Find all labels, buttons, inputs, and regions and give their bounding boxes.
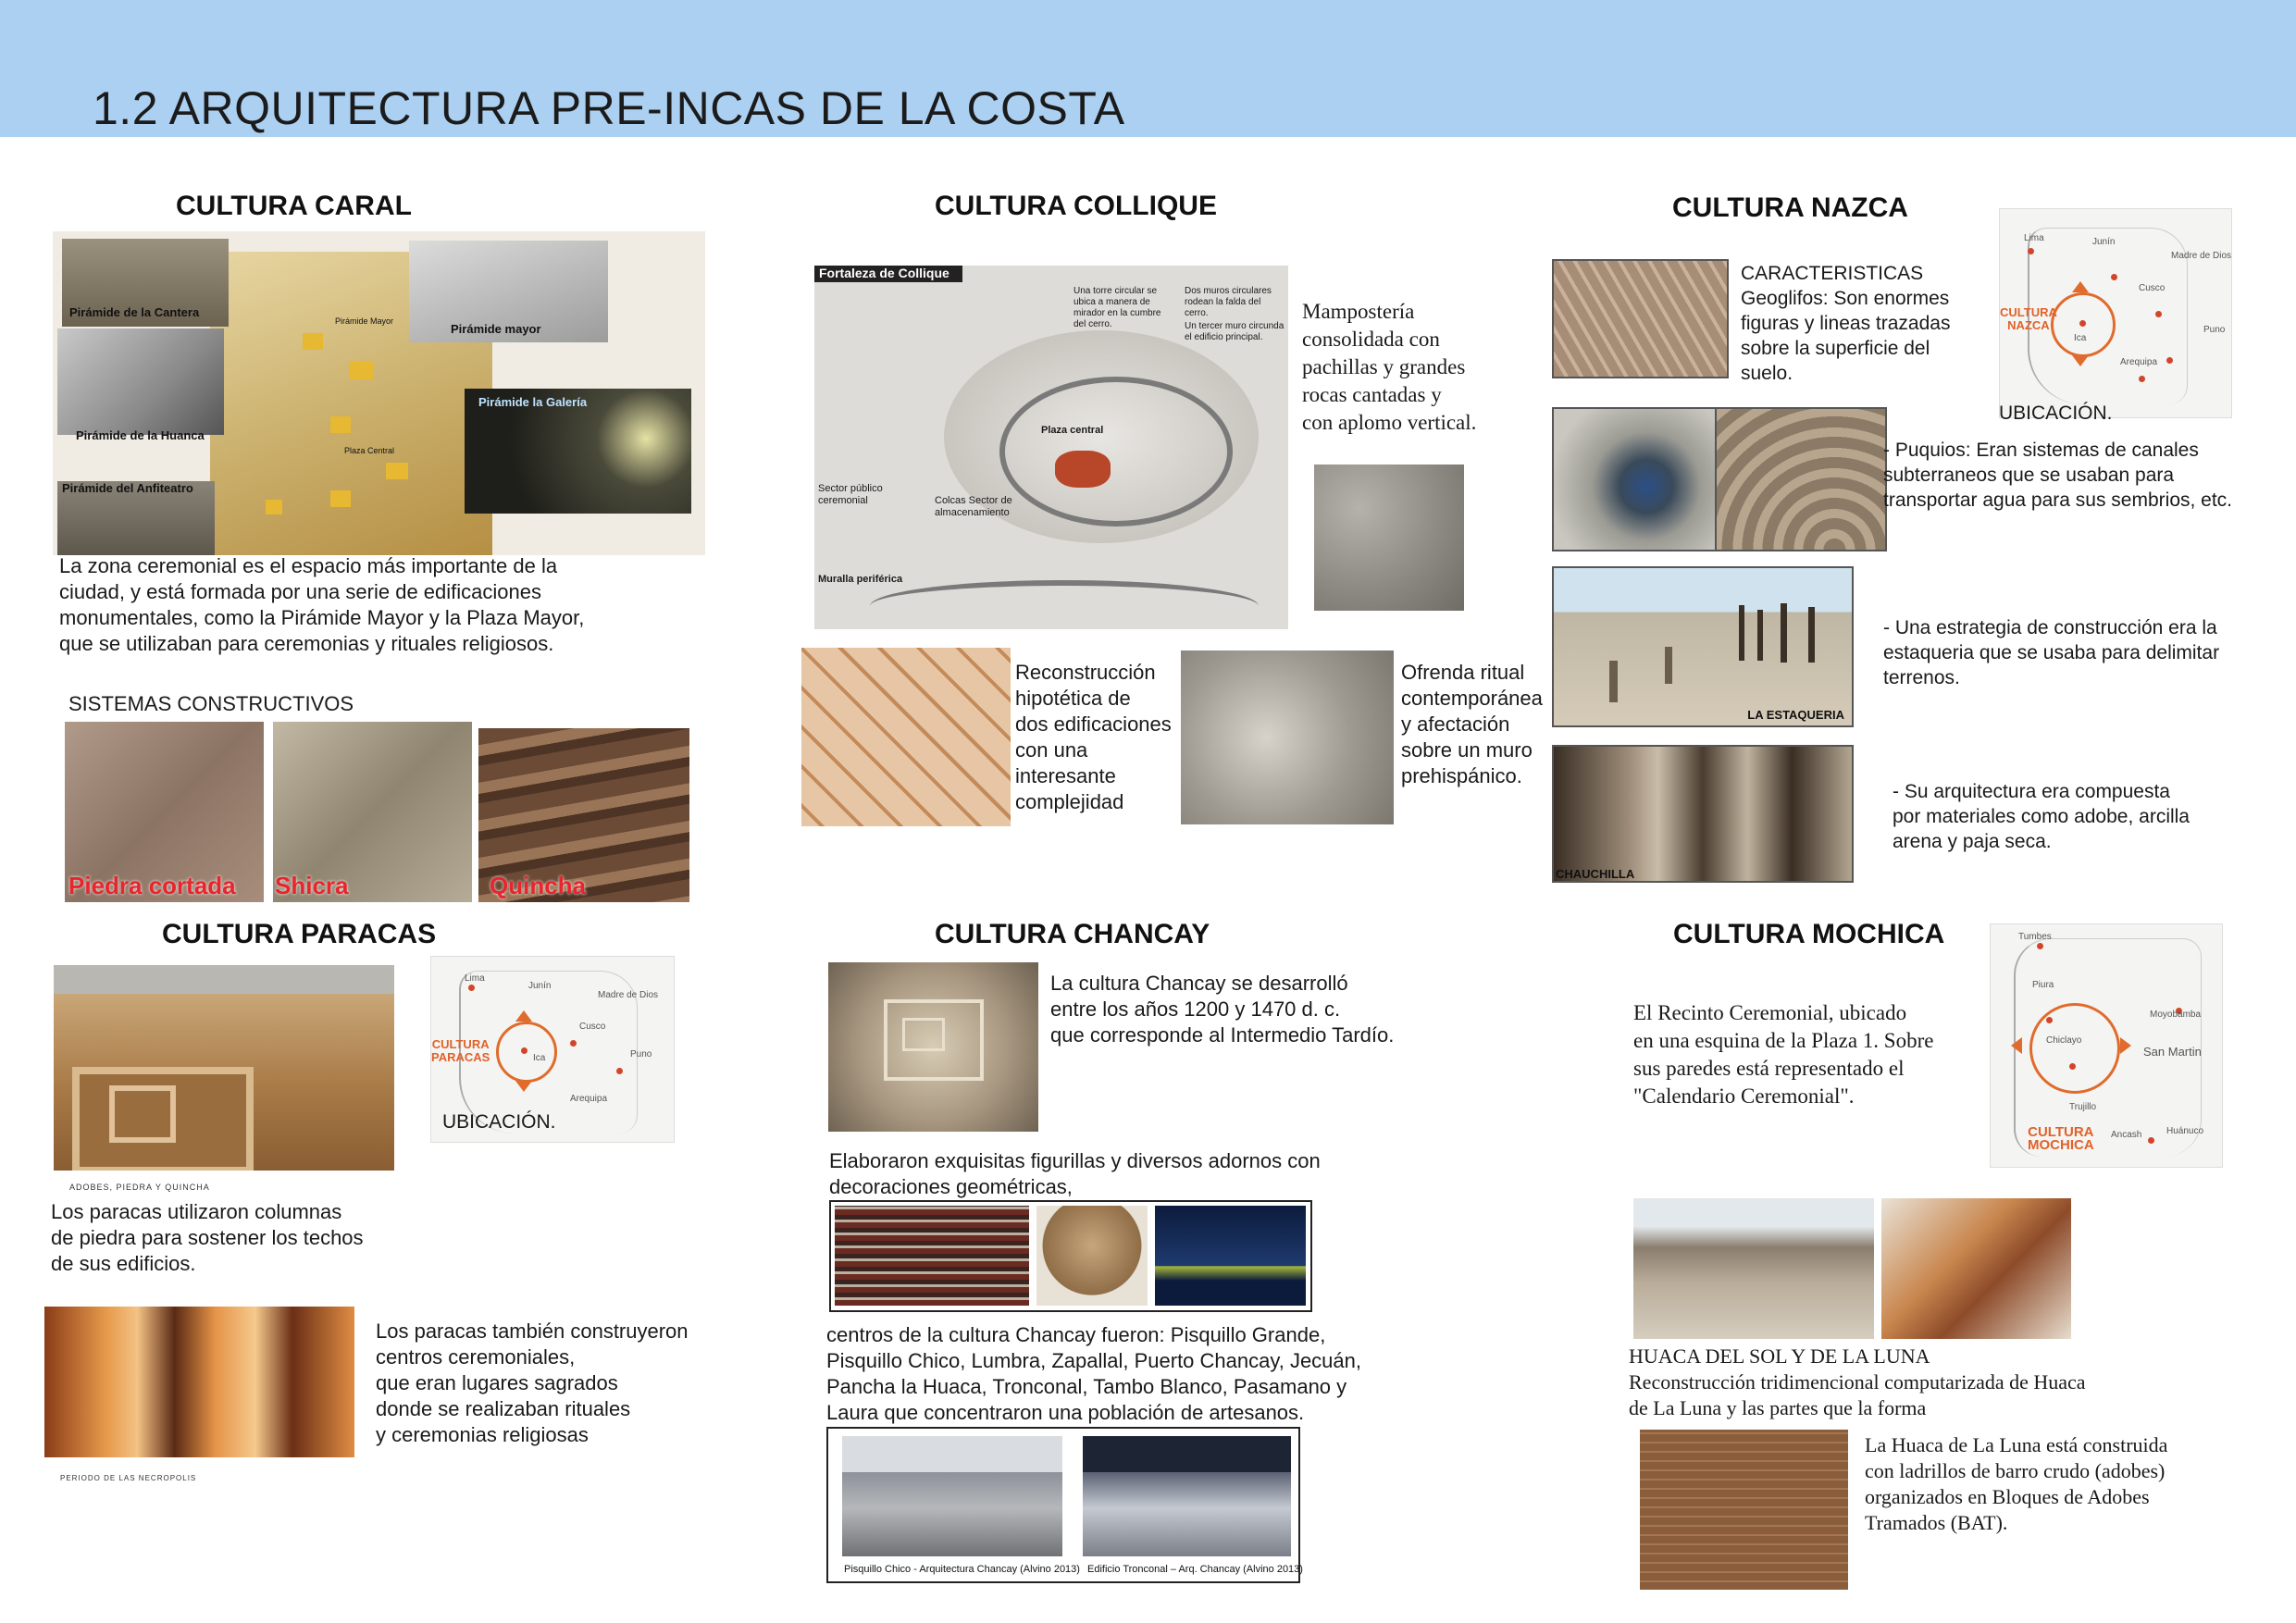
mochica-map-ancash: Ancash xyxy=(2111,1130,2142,1140)
mochica-huaca-photo xyxy=(1633,1198,1874,1339)
collique-label-plaza: Plaza central xyxy=(1041,425,1104,436)
collique-label-muros: Dos muros circulares rodean la falda del cerro. xyxy=(1185,286,1272,318)
mochica-huaca-reconstruction xyxy=(1881,1198,2071,1339)
collique-label-colcas: Colcas Sector de almacenamiento xyxy=(935,495,1012,518)
paracas-map-ica: Ica xyxy=(533,1053,546,1063)
paracas-photo-caption: ADOBES, PIEDRA Y QUINCHA xyxy=(69,1183,210,1192)
caral-label-piedra-cortada: Piedra cortada xyxy=(68,872,236,899)
nazca-map-puno: Puno xyxy=(2203,325,2226,335)
nazca-location-label: UBICACIÓN. xyxy=(1999,403,2113,424)
paracas-map-cusco: Cusco xyxy=(579,1022,606,1032)
chancay-intro-text: La cultura Chancay se desarrolló entre los años 1200 y 1470 d. c. que corresponde al Intermedio Tardío. xyxy=(1050,972,1395,1047)
chancay-diagram-photo xyxy=(1155,1206,1306,1306)
chancay-sites-strip xyxy=(826,1427,1303,1583)
chancay-figurine-photo xyxy=(1036,1206,1148,1306)
chancay-aerial-photo xyxy=(828,962,1038,1132)
caral-description: La zona ceremonial es el espacio más importante de la ciudad, y está formada por una serie de edificaciones monumentales, como la Pirámide Mayor y la Plaza Mayor, que se utilizaban para ceremonias y rituales religiosos. xyxy=(59,554,585,655)
mochica-title: CULTURA MOCHICA xyxy=(1673,919,1945,949)
mochica-adobe-wall-photo xyxy=(1640,1430,1848,1590)
nazca-puquio-photo-2 xyxy=(1715,407,1887,551)
caral-title: CULTURA CARAL xyxy=(176,191,412,221)
nazca-location-map xyxy=(1999,208,2232,418)
collique-masonry-photo xyxy=(1314,465,1464,611)
chancay-caption-pisquillo: Pisquillo Chico - Arquitectura Chancay (Alvino 2013) xyxy=(844,1564,1080,1575)
collique-reconstruction-model xyxy=(801,648,1011,826)
caral-label-mayor-small: Pirámide Mayor xyxy=(335,316,394,326)
chancay-tronconal-photo xyxy=(1083,1436,1291,1556)
nazca-chauchilla-label: CHAUCHILLA xyxy=(1556,867,1635,881)
nazca-title: CULTURA NAZCA xyxy=(1672,192,1908,223)
paracas-map-lima: Lima xyxy=(465,973,485,984)
mochica-map-piura: Piura xyxy=(2032,980,2054,990)
nazca-materials-text: - Su arquitectura era compuesta por materiales como adobe, arcilla arena y paja seca. xyxy=(1893,781,2190,852)
nazca-map-madre-de-dios: Madre de Dios xyxy=(2171,251,2232,261)
chancay-pisquillo-photo xyxy=(842,1436,1062,1556)
collique-offering-text: Ofrenda ritual contemporánea y afectación sobre un muro prehispánico. xyxy=(1401,661,1543,787)
mochica-map-san-martin: San Martin xyxy=(2143,1045,2202,1059)
nazca-map-culture: CULTURA NAZCA xyxy=(2000,305,2057,332)
caral-label-galeria: Pirámide la Galería xyxy=(478,395,588,409)
mochica-map-huanuco: Huánuco xyxy=(2166,1126,2204,1136)
mochica-intro-text: El Recinto Ceremonial, ubicado en una esquina de la Plaza 1. Sobre sus paredes está representado el "Calendario Ceremonial". xyxy=(1633,1001,1934,1108)
nazca-map-cusco: Cusco xyxy=(2139,283,2166,293)
collique-masonry-text: Mampostería consolidada con pachillas y grandes rocas cantadas y con aplomo vertical. xyxy=(1302,300,1477,434)
chancay-figurines-text: Elaboraron exquisitas figurillas y diversos adornos con decoraciones geométricas, xyxy=(829,1149,1321,1198)
collique-fortress-diagram xyxy=(814,266,1288,629)
caral-photo-shicra xyxy=(273,722,472,902)
mochica-adobe-text: La Huaca de La Luna está construida con ladrillos de barro crudo (adobes) organizados en Bloques de Adobes Tramados (BAT). xyxy=(1865,1433,2168,1534)
caral-label-huanca: Pirámide de la Huanca xyxy=(76,428,205,442)
caral-label-quincha: Quincha xyxy=(490,872,587,899)
caral-photo-piedra-cortada xyxy=(65,722,264,902)
mochica-map-trujillo: Trujillo xyxy=(2069,1102,2097,1112)
collique-label-tercer-muro: Un tercer muro circunda el edificio principal. xyxy=(1185,321,1285,342)
mochica-location-map xyxy=(1990,923,2223,1168)
nazca-chauchilla-photo xyxy=(1552,745,1854,883)
chancay-textile-photo xyxy=(835,1206,1029,1306)
nazca-map-junin: Junín xyxy=(2092,237,2116,247)
caral-label-plaza: Plaza Central xyxy=(344,446,395,455)
collique-reconstruction-text: Reconstrucción hipotética de dos edificaciones con una interesante complejidad xyxy=(1015,661,1172,813)
collique-diagram-title: Fortaleza de Collique xyxy=(819,266,949,280)
paracas-necropolis-caption: PERIODO DE LAS NECROPOLIS xyxy=(60,1474,197,1482)
collique-label-torre: Una torre circular se ubica a manera de mirador en la cumbre del cerro. xyxy=(1074,286,1161,329)
caral-label-piramide-mayor: Pirámide mayor xyxy=(451,322,541,336)
paracas-columns-text: Los paracas utilizaron columnas de piedra para sostener los techos de sus edificios. xyxy=(51,1200,364,1275)
nazca-characteristics: CARACTERISTICAS Geoglifos: Son enormes figuras y lineas trazadas sobre la superficie del suelo. xyxy=(1741,263,1951,384)
chancay-figurines-strip xyxy=(829,1200,1312,1312)
caral-label-shicra: Shicra xyxy=(275,872,349,899)
collique-label-sector: Sector público ceremonial xyxy=(818,483,883,506)
paracas-ruins-photo xyxy=(54,965,394,1171)
paracas-ceremonial-text: Los paracas también construyeron centros ceremoniales, que eran lugares sagrados donde se realizaban rituales y ceremonias religiosas xyxy=(376,1319,689,1446)
nazca-map-ica: Ica xyxy=(2074,333,2087,343)
nazca-map-lima: Lima xyxy=(2024,233,2044,243)
paracas-map-puno: Puno xyxy=(630,1049,652,1059)
mochica-map-chiclayo: Chiclayo xyxy=(2046,1035,2082,1046)
chancay-centers-text: centros de la cultura Chancay fueron: Pisquillo Grande, Pisquillo Chico, Lumbra, Zapallal, Puerto Chancay, Jecuán, Pancha la Huaca, Tronconal, Tambo Blanco, Pasamano y Laura que concentraron una población de artesanos. xyxy=(826,1323,1362,1424)
nazca-estaqueria-text: - Una estrategia de construcción era la estaqueria que se usaba para delimitar terrenos. xyxy=(1883,617,2220,688)
chancay-caption-tronconal: Edificio Tronconal – Arq. Chancay (Alvino 2013) xyxy=(1087,1564,1303,1575)
paracas-map-arequipa: Arequipa xyxy=(570,1094,608,1104)
nazca-estaqueria-label: LA ESTAQUERIA xyxy=(1747,708,1844,722)
paracas-title: CULTURA PARACAS xyxy=(162,919,437,949)
collique-title: CULTURA COLLIQUE xyxy=(935,191,1217,221)
nazca-puquio-photo-1 xyxy=(1552,407,1724,551)
page-title: 1.2 ARQUITECTURA PRE-INCAS DE LA COSTA xyxy=(93,82,1125,134)
caral-site-collage xyxy=(53,231,705,555)
nazca-geoglyph-photo xyxy=(1552,259,1729,378)
mochica-huaca-text: Reconstrucción tridimencional computarizada de Huaca de La Luna y las partes que la forma xyxy=(1629,1370,2086,1419)
mochica-huaca-title: HUACA DEL SOL Y DE LA LUNA xyxy=(1629,1344,1930,1368)
collique-offering-photo xyxy=(1181,650,1394,824)
paracas-map-madre-de-dios: Madre de Dios xyxy=(598,990,659,1000)
mochica-map-culture: CULTURA MOCHICA xyxy=(2028,1124,2094,1153)
nazca-map-arequipa: Arequipa xyxy=(2120,357,2158,367)
collique-label-muralla: Muralla periférica xyxy=(818,574,903,585)
paracas-location-label: UBICACIÓN. xyxy=(442,1111,556,1133)
paracas-map-junin: Junín xyxy=(528,981,552,991)
paracas-necropolis-photo xyxy=(44,1307,354,1457)
mochica-map-tumbes: Tumbes xyxy=(2018,932,2052,942)
mochica-map-moyobamba: Moyobamba xyxy=(2150,1010,2202,1020)
nazca-estaqueria-photo xyxy=(1552,566,1854,727)
caral-label-anfiteatro: Pirámide del Anfiteatro xyxy=(62,481,193,495)
chancay-title: CULTURA CHANCAY xyxy=(935,919,1210,949)
nazca-puquios-text: - Puquios: Eran sistemas de canales subterraneos que se usaban para transportar agua para sus sembrios, etc. xyxy=(1883,440,2233,511)
caral-systems-title: SISTEMAS CONSTRUCTIVOS xyxy=(68,692,354,715)
caral-label-cantera: Pirámide de la Cantera xyxy=(69,305,200,319)
caral-photo-quincha xyxy=(478,728,689,902)
paracas-map-culture: CULTURA PARACAS xyxy=(431,1037,490,1064)
